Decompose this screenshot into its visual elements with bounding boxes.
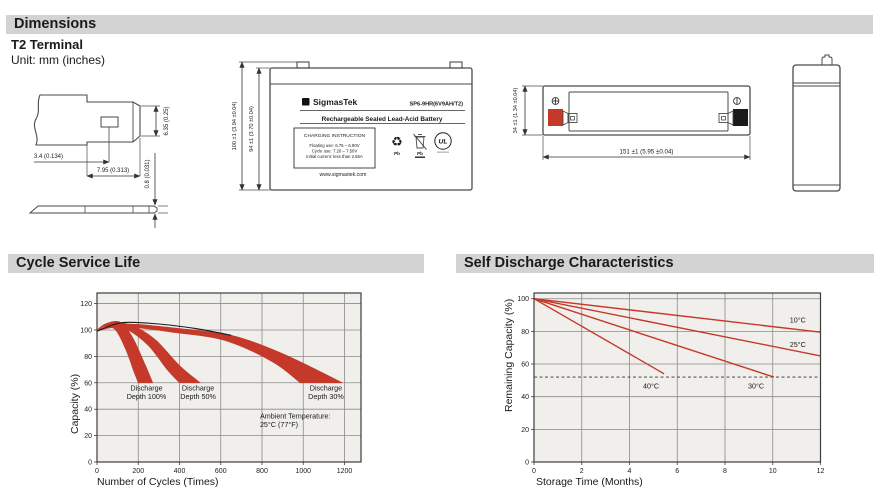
battery-side-view [773, 46, 877, 198]
dim-width-label: 34 ±1 (1.34 ±0.04) [513, 87, 519, 134]
dim-length-label: 151 ±1 (5.95 ±0.04) [619, 148, 674, 156]
y-tick-label: 60 [84, 380, 92, 388]
chart-annotation: Discharge [309, 383, 343, 393]
negative-faston-slot [722, 117, 726, 121]
x-axis-title: Number of Cycles (Times) [97, 476, 219, 488]
y-tick-label: 60 [521, 361, 529, 369]
series-label: 40°C [642, 381, 660, 391]
dim-offset-label: 3.4 (0.134) [34, 154, 64, 160]
x-tick-label: 0 [532, 468, 536, 475]
x-axis-title: Storage Time (Months) [536, 476, 643, 488]
battery-top-view [495, 65, 767, 170]
battery-type-text: Rechargeable Sealed Lead-Acid Battery [321, 116, 443, 123]
chart-annotation: Depth 50% [180, 392, 216, 402]
series-label: 10°C [789, 315, 806, 325]
y-tick-label: 80 [84, 353, 92, 361]
top-view-outer [543, 86, 750, 135]
side-terminal-tab [822, 55, 832, 65]
chart-annotation: 25°C (77°F) [259, 419, 299, 429]
terminal-dimple [101, 117, 118, 127]
terminal-type-title: T2 Terminal [11, 37, 84, 52]
x-tick-label: 800 [256, 468, 268, 475]
y-axis-title: Remaining Capacity (%) [503, 298, 515, 412]
cycle-service-life-header: Cycle Service Life [8, 254, 424, 273]
y-tick-label: 100 [80, 327, 92, 335]
dim-case-height-label: 94 ±1 (3.70 ±0.04) [249, 106, 255, 152]
dim-width-label: 7.95 (0.313) [96, 168, 130, 174]
terminal-tab-right [450, 62, 462, 68]
positive-terminal-icon [552, 98, 559, 105]
chart-annotation: Discharge [181, 383, 215, 393]
y-tick-label: 100 [517, 296, 529, 304]
x-tick-label: 12 [816, 468, 825, 475]
chart-annotation: Depth 30% [308, 392, 344, 402]
charging-line-float: Floating use: 6.75 – 6.90V [309, 143, 360, 148]
x-tick-label: 4 [627, 468, 632, 475]
y-axis-title: Capacity (%) [69, 373, 81, 434]
ul-mark-icon [435, 133, 451, 153]
x-tick-label: 400 [173, 468, 186, 475]
chart-annotation: Ambient Temperature: [259, 411, 331, 421]
battery-case [270, 68, 472, 190]
recycle-pb-label: Pb [394, 151, 400, 156]
y-tick-label: 40 [521, 394, 529, 402]
self-discharge-header: Self Discharge Characteristics [456, 254, 874, 273]
y-tick-label: 120 [80, 301, 92, 309]
terminal-flat-strip [30, 206, 157, 213]
bin-pb-label: Pb [417, 151, 423, 156]
x-tick-label: 1200 [336, 468, 353, 475]
top-view-inner [569, 92, 728, 131]
x-tick-label: 2 [579, 468, 584, 475]
self-discharge-chart [456, 282, 879, 498]
svg-text:UL: UL [438, 138, 448, 146]
x-tick-label: 600 [214, 468, 227, 475]
positive-faston [563, 111, 568, 125]
brand-name: SigmasTek [313, 97, 358, 107]
dim-thickness-label: 0.8 (0.031) [145, 159, 151, 189]
y-tick-label: 40 [84, 406, 92, 414]
negative-faston [728, 111, 733, 125]
x-tick-label: 6 [675, 468, 680, 475]
y-tick-label: 0 [525, 459, 529, 467]
dim-tab-height-label: 6.35 (0.25) [164, 106, 170, 136]
terminal-tab-left [297, 62, 309, 68]
chart-annotation: Discharge [130, 383, 163, 393]
positive-terminal-block [548, 109, 563, 126]
y-tick-label: 80 [521, 328, 529, 336]
battery-front-view [225, 55, 480, 205]
negative-faston-tip [719, 114, 728, 123]
positive-faston-slot [571, 117, 575, 121]
terminal-side-outline [34, 95, 140, 145]
series-label: 30°C [748, 381, 765, 391]
negative-terminal-icon [734, 98, 741, 105]
negative-terminal-block [733, 109, 748, 126]
recycle-icon: ♻ [391, 134, 403, 149]
y-tick-label: 20 [84, 433, 92, 441]
website-text: www.sigmastek.com [319, 172, 367, 178]
series-label: 25°C [789, 339, 806, 349]
unit-note: Unit: mm (inches) [11, 53, 106, 67]
x-tick-label: 1000 [295, 468, 312, 475]
y-tick-label: 0 [88, 459, 92, 467]
x-tick-label: 8 [723, 468, 727, 475]
cycle-service-life-chart [10, 282, 440, 498]
x-tick-label: 0 [95, 468, 99, 475]
y-tick-label: 20 [521, 426, 529, 434]
dimensions-section-header: Dimensions [6, 15, 873, 34]
charging-line-cycle: Cycle use: 7.20 – 7.50V [311, 148, 358, 154]
charging-line-current: Initial current: less than 2.55A [306, 154, 363, 159]
x-tick-label: 10 [768, 468, 777, 475]
brand-logo-letter: S [303, 100, 308, 106]
chart-annotation: Depth 100% [126, 392, 167, 402]
charging-title: CHARGING INSTRUCTION [303, 134, 366, 139]
x-tick-label: 200 [132, 468, 145, 475]
terminal-detail-drawing [8, 78, 226, 246]
side-case [793, 65, 840, 191]
dim-overall-height-label: 100 ±1 (3.94 ±0.04) [232, 101, 238, 151]
model-number: SP6-9HR(6V9AH/T2) [409, 101, 463, 108]
